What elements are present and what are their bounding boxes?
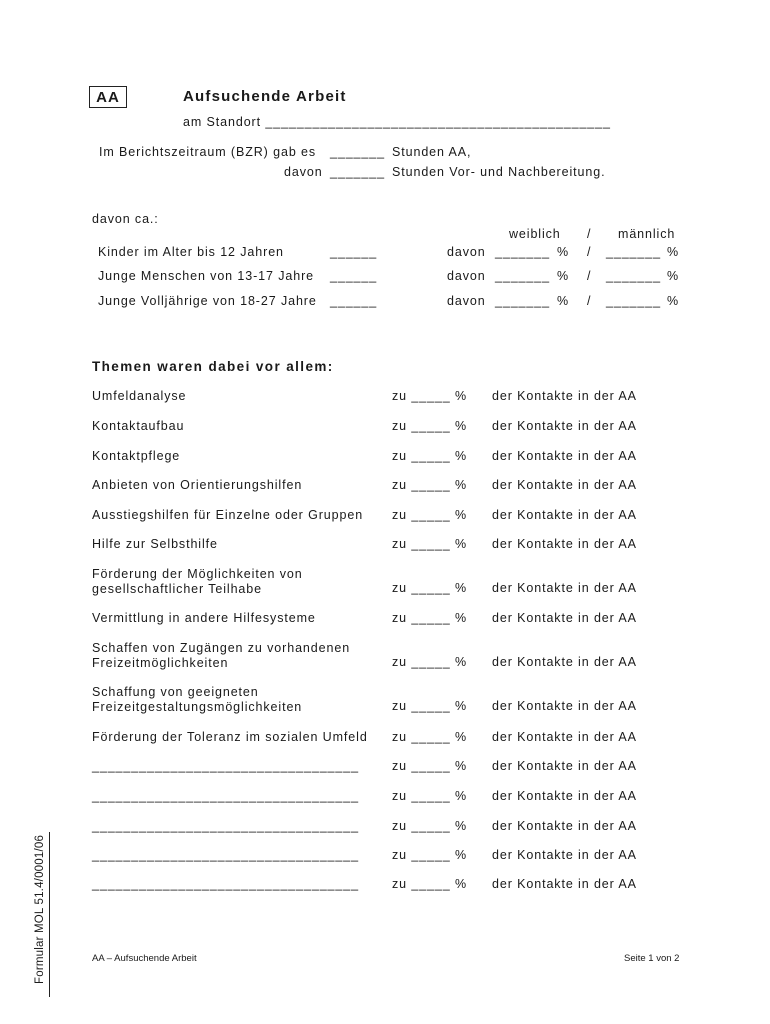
topic-tail-text: der Kontakte in der AA — [492, 611, 637, 625]
age-row-label: Kinder im Alter bis 12 Jahren — [98, 245, 284, 259]
topic-label: Schaffen von Zugängen zu vorhandenen — [92, 641, 351, 655]
topic-percent-field[interactable]: zu _____ % — [392, 478, 468, 492]
age-row-sep: / — [587, 269, 592, 283]
topic-tail-text: der Kontakte in der AA — [492, 819, 637, 833]
page-title: Aufsuchende Arbeit — [183, 88, 347, 105]
topic-tail-text: der Kontakte in der AA — [492, 449, 637, 463]
topic-percent-field[interactable]: zu _____ % — [392, 819, 468, 833]
topic-percent-field[interactable]: zu _____ % — [392, 581, 468, 595]
age-row-female-field[interactable]: _______ — [495, 245, 550, 259]
topic-custom-field[interactable]: __________________________________ — [92, 848, 359, 862]
topic-percent-field[interactable]: zu _____ % — [392, 389, 468, 403]
topic-tail-text: der Kontakte in der AA — [492, 478, 637, 492]
topic-tail-text: der Kontakte in der AA — [492, 699, 637, 713]
col-male-header: männlich — [618, 227, 676, 241]
topic-percent-field[interactable]: zu _____ % — [392, 759, 468, 773]
report-hours-suffix: Stunden AA, — [392, 145, 472, 159]
topic-tail-text: der Kontakte in der AA — [492, 877, 637, 891]
age-row-count-field[interactable]: ______ — [330, 269, 378, 283]
topic-custom-field[interactable]: __________________________________ — [92, 819, 359, 833]
topic-tail-text: der Kontakte in der AA — [492, 581, 637, 595]
topic-custom-field[interactable]: __________________________________ — [92, 759, 359, 773]
age-intro: davon ca.: — [92, 212, 159, 226]
topic-percent-field[interactable]: zu _____ % — [392, 449, 468, 463]
age-row-male-field[interactable]: _______ — [606, 269, 661, 283]
age-row-female-pct: % — [557, 294, 570, 308]
standort-field[interactable]: am Standort ____________________________________________ — [183, 115, 611, 129]
age-row-female-pct: % — [557, 245, 570, 259]
age-row-male-pct: % — [667, 294, 680, 308]
age-row-davon: davon — [447, 294, 486, 308]
form-code: AA — [96, 88, 120, 106]
prep-hours-field[interactable]: _______ — [330, 165, 385, 179]
footer-left: AA – Aufsuchende Arbeit — [92, 953, 197, 964]
age-row-count-field[interactable]: ______ — [330, 294, 378, 308]
topic-label: Förderung der Möglichkeiten von — [92, 567, 303, 581]
topic-percent-field[interactable]: zu _____ % — [392, 655, 468, 669]
age-row-count-field[interactable]: ______ — [330, 245, 378, 259]
topic-label: Schaffung von geeigneten — [92, 685, 259, 699]
topic-tail-text: der Kontakte in der AA — [492, 508, 637, 522]
form-number-vertical: Formular MOL 51.4/0001/06 — [34, 834, 46, 984]
age-row-davon: davon — [447, 245, 486, 259]
form-code-box — [89, 86, 127, 108]
topic-percent-field[interactable]: zu _____ % — [392, 789, 468, 803]
age-row-sep: / — [587, 294, 592, 308]
topic-percent-field[interactable]: zu _____ % — [392, 508, 468, 522]
report-hours-label: Im Berichtszeitraum (BZR) gab es — [99, 145, 317, 159]
topic-custom-field[interactable]: __________________________________ — [92, 877, 359, 891]
topic-custom-field[interactable]: __________________________________ — [92, 789, 359, 803]
topic-label: Hilfe zur Selbsthilfe — [92, 537, 218, 551]
topic-label: Umfeldanalyse — [92, 389, 187, 403]
topic-tail-text: der Kontakte in der AA — [492, 389, 637, 403]
topic-label: Kontaktaufbau — [92, 419, 185, 433]
col-female-header: weiblich — [509, 227, 561, 241]
age-row-male-field[interactable]: _______ — [606, 245, 661, 259]
topic-tail-text: der Kontakte in der AA — [492, 730, 637, 744]
topic-percent-field[interactable]: zu _____ % — [392, 419, 468, 433]
topics-heading: Themen waren dabei vor allem: — [92, 359, 334, 374]
report-hours-field[interactable]: _______ — [330, 145, 385, 159]
topic-tail-text: der Kontakte in der AA — [492, 789, 637, 803]
age-row-male-field[interactable]: _______ — [606, 294, 661, 308]
prep-hours-label: davon — [284, 165, 323, 179]
topic-percent-field[interactable]: zu _____ % — [392, 699, 468, 713]
topic-label: Anbieten von Orientierungshilfen — [92, 478, 303, 492]
age-row-female-field[interactable]: _______ — [495, 269, 550, 283]
topic-percent-field[interactable]: zu _____ % — [392, 611, 468, 625]
topic-label-line2: Freizeitmöglichkeiten — [92, 656, 229, 670]
prep-hours-suffix: Stunden Vor- und Nachbereitung. — [392, 165, 606, 179]
age-row-label: Junge Menschen von 13-17 Jahre — [98, 269, 315, 283]
topic-tail-text: der Kontakte in der AA — [492, 655, 637, 669]
topic-percent-field[interactable]: zu _____ % — [392, 730, 468, 744]
topic-tail-text: der Kontakte in der AA — [492, 419, 637, 433]
age-row-label: Junge Volljährige von 18-27 Jahre — [98, 294, 317, 308]
topic-label: Vermittlung in andere Hilfesysteme — [92, 611, 316, 625]
age-row-female-pct: % — [557, 269, 570, 283]
age-row-female-field[interactable]: _______ — [495, 294, 550, 308]
topic-label: Förderung der Toleranz im sozialen Umfeld — [92, 730, 368, 744]
col-sep-header: / — [587, 227, 592, 241]
age-row-davon: davon — [447, 269, 486, 283]
topic-percent-field[interactable]: zu _____ % — [392, 537, 468, 551]
age-row-male-pct: % — [667, 245, 680, 259]
footer-page-number: Seite 1 von 2 — [624, 953, 680, 964]
topic-tail-text: der Kontakte in der AA — [492, 759, 637, 773]
topic-tail-text: der Kontakte in der AA — [492, 537, 637, 551]
topic-label-line2: gesellschaftlicher Teilhabe — [92, 582, 262, 596]
topic-label-line2: Freizeitgestaltungsmöglichkeiten — [92, 700, 303, 714]
topic-percent-field[interactable]: zu _____ % — [392, 877, 468, 891]
age-row-sep: / — [587, 245, 592, 259]
topic-label: Ausstiegshilfen für Einzelne oder Gruppen — [92, 508, 364, 522]
topic-tail-text: der Kontakte in der AA — [492, 848, 637, 862]
side-divider — [49, 832, 50, 997]
topic-label: Kontaktpflege — [92, 449, 181, 463]
topic-percent-field[interactable]: zu _____ % — [392, 848, 468, 862]
age-row-male-pct: % — [667, 269, 680, 283]
